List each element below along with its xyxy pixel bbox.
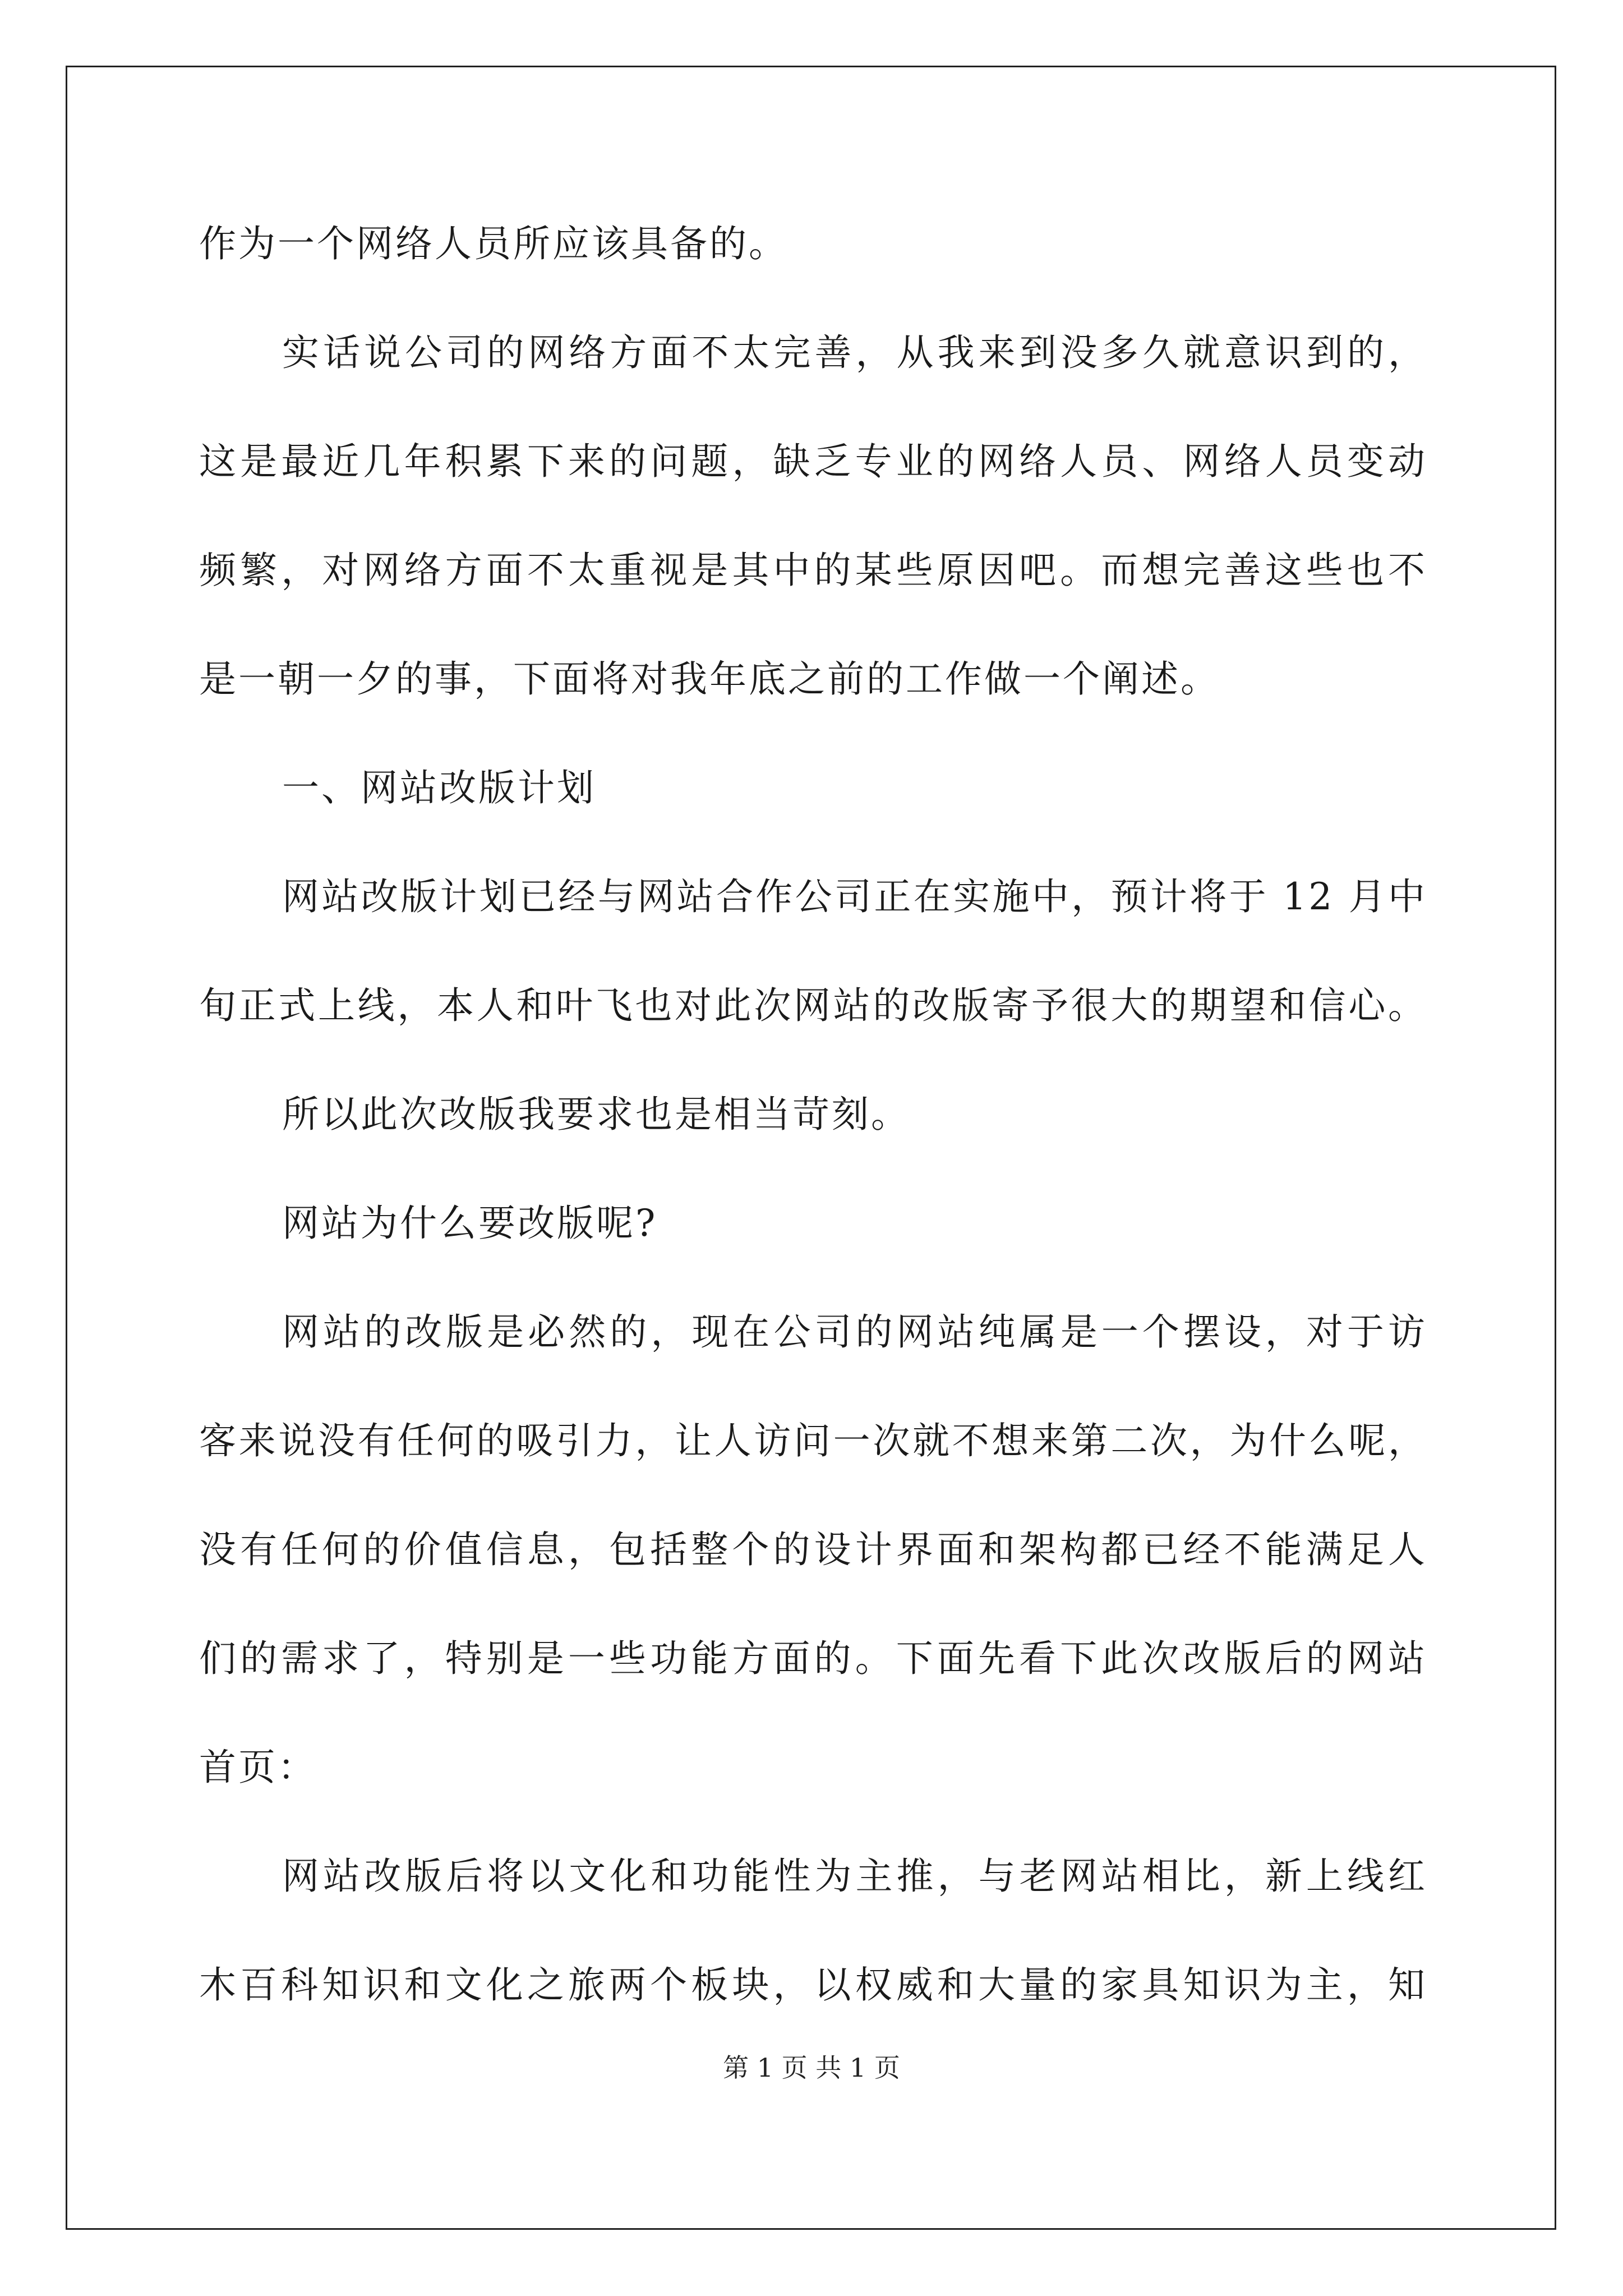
text-line: 没有任何的价值信息，包括整个的设计界面和架构都已经不能满足人 (199, 1528, 1427, 1571)
text-line: 作为一个网络人员所应该具备的。 (199, 222, 788, 265)
section-heading: 一、网站改版计划 (282, 766, 596, 809)
text-line: 网站的改版是必然的，现在公司的网站纯属是一个摆设，对于访 (282, 1310, 1427, 1354)
text-line: 是一朝一夕的事，下面将对我年底之前的工作做一个阐述。 (199, 657, 1220, 701)
text-line: 旬正式上线，本人和叶飞也对此次网站的改版寄予很大的期望和信心。 (199, 984, 1427, 1027)
text-line: 实话说公司的网络方面不太完善，从我来到没多久就意识到的， (282, 331, 1427, 374)
page-number: 第 1 页 共 1 页 (723, 2053, 900, 2083)
text-line: 所以此次改版我要求也是相当苛刻。 (282, 1093, 910, 1136)
text-line: 网站改版后将以文化和功能性为主推，与老网站相比，新上线红 (282, 1855, 1427, 1898)
text-line: 首页： (199, 1746, 317, 1789)
text-line: 们的需求了，特别是一些功能方面的。下面先看下此次改版后的网站 (199, 1637, 1427, 1680)
page-border (66, 66, 1556, 2230)
text-line: 客来说没有任何的吸引力，让人访问一次就不想来第二次，为什么呢， (199, 1419, 1427, 1462)
text-line: 频繁，对网络方面不太重视是其中的某些原因吧。而想完善这些也不 (199, 549, 1427, 592)
text-line: 网站改版计划已经与网站合作公司正在实施中，预计将于 12 月中 (282, 875, 1427, 918)
text-line: 木百科知识和文化之旅两个板块，以权威和大量的家具知识为主，知 (199, 1963, 1427, 2007)
text-line: 这是最近几年积累下来的问题，缺乏专业的网络人员、网络人员变动 (199, 440, 1427, 483)
text-line: 网站为什么要改版呢? (282, 1202, 658, 1245)
